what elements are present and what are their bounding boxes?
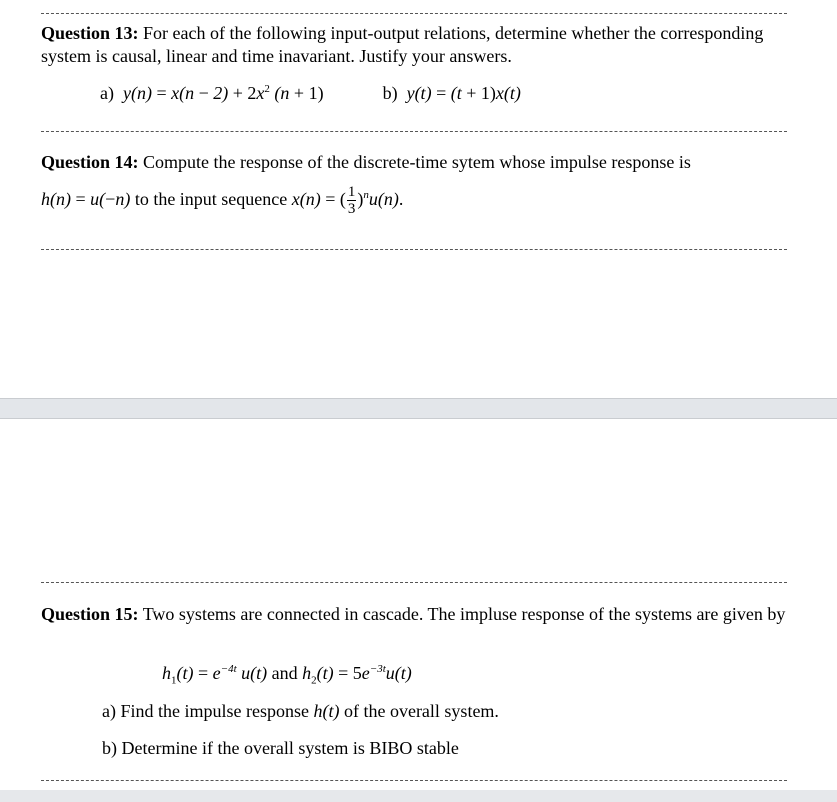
equation-14-impulse: h(n) = u(−n): [41, 189, 131, 209]
question-14-equation: [41, 179, 801, 219]
question-14: [41, 151, 801, 174]
question-15-part-a: [102, 700, 702, 723]
question-13-text: For each of the following input-output relations, determine whether the corresponding system is causal, linear and time inavariant. Justify your answers.: [41, 23, 764, 66]
question-14-end: .: [398, 189, 404, 209]
question-15-label: Question 15:: [41, 604, 139, 624]
question-15-equation: [162, 662, 662, 685]
equation-13a: $y(n) = x(n - 2) + 2x^2$ (n + 1): [118, 83, 324, 103]
divider-14-end: [41, 249, 787, 250]
question-13-part-b-label: b): [382, 83, 398, 103]
question-15-part-a-post: of the overall system.: [339, 701, 499, 721]
divider-15-top: [41, 582, 787, 583]
question-15-text: Two systems are connected in cascade. The impluse response of the systems are given by: [138, 604, 786, 624]
question-13-part-a-label: a): [100, 83, 114, 103]
divider-15-bottom: [41, 780, 787, 781]
question-14-mid-text: to the input sequence: [130, 189, 288, 209]
question-15-and: and: [267, 663, 303, 683]
page-bottom-gap: [0, 790, 837, 802]
question-15-part-a-pre: a) Find the impulse response: [102, 701, 314, 721]
question-13-equations: [100, 82, 700, 105]
equation-15-h1: $h_1(t) = e^{-4t}$ u(t): [162, 663, 268, 687]
equation-15-h2: $h_2(t) = 5e^{-3t}u(t)$: [302, 663, 412, 687]
question-14-text: Compute the response of the discrete-time sytem whose impulse response is: [138, 152, 691, 172]
fraction-one-third: $\frac{1}{3}$: [347, 184, 356, 218]
divider-13-14: [41, 131, 787, 132]
question-13-label: Question 13:: [41, 23, 139, 43]
question-15: [41, 603, 801, 626]
equation-15-overall: h(t): [313, 701, 340, 721]
question-13: [41, 22, 801, 68]
question-14-label: Question 14:: [41, 152, 139, 172]
divider-top: [41, 13, 787, 14]
equation-14-input: x(n) = ( $\frac{1}{3}$ )$^n$u(n): [291, 184, 399, 218]
question-15-part-b-text: b) Determine if the overall system is BIBO stable: [102, 738, 459, 758]
page-gap: [0, 398, 837, 419]
equation-13b: y(t) = (t + 1)x(t): [402, 83, 521, 103]
question-15-part-b: [102, 737, 702, 760]
